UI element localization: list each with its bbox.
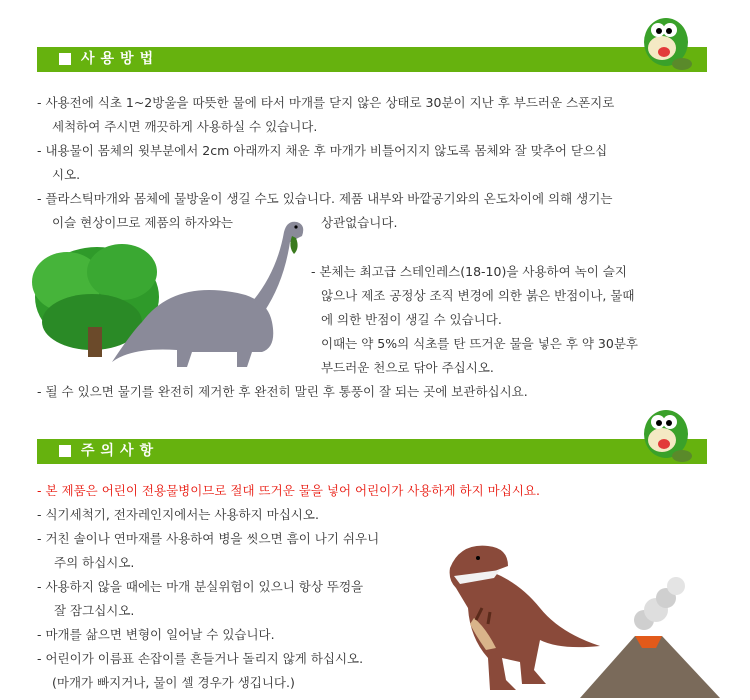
square-bullet-icon (59, 53, 71, 65)
caution-line-3: - 거친 솔이나 연마재를 사용하여 병을 씻으면 흠이 나기 쉬우니 (37, 531, 380, 546)
caution-line-9: (마개가 빠지거나, 물이 셀 경우가 생깁니다.) (52, 675, 295, 690)
green-dino-mascot-icon (632, 8, 696, 72)
usage-line-1: - 사용전에 식초 1~2방울을 따뜻한 물에 타서 마개를 닫지 않은 상태로 30분이 지난 후 부드러운 스폰지로 (37, 95, 615, 110)
trex-and-volcano-illustration (430, 528, 730, 698)
caution-line-7: - 마개를 삶으면 변형이 일어날 수 있습니다. (37, 627, 275, 642)
usage-line-9: 않으나 제조 공정상 조직 변경에 의한 붉은 반점이나, 물때 (321, 288, 635, 303)
usage-line-13: - 될 수 있으면 물기를 완전히 제거한 후 완전히 말린 후 통풍이 잘 되는 곳에 보관하십시요. (37, 384, 528, 399)
usage-section-title: 사용방법 (81, 51, 160, 67)
trex-icon (450, 546, 600, 690)
usage-line-2: 세척하여 주시면 깨끗하게 사용하실 수 있습니다. (52, 119, 318, 134)
caution-line-6: 잘 잠그십시오. (54, 603, 135, 618)
caution-line-1-warning: - 본 제품은 어린이 전용물병이므로 절대 뜨거운 물을 넣어 어린이가 사용하게 하지 마십시요. (37, 483, 540, 498)
tree-and-brontosaurus-illustration (22, 212, 322, 382)
usage-line-12: 부드러운 천으로 닦아 주십시오. (321, 360, 494, 375)
caution-line-8: - 어린이가 이름표 손잡이를 흔들거나 돌리지 않게 하십시오. (37, 651, 364, 666)
volcano-icon (580, 577, 720, 698)
usage-line-11: 이때는 약 5%의 식초를 탄 뜨거운 물을 넣은 후 약 30분후 (321, 336, 638, 351)
usage-line-5: - 플라스틱마개와 몸체에 물방울이 생길 수도 있습니다. 제품 내부와 바깥공기와의 온도차이에 의해 생기는 (37, 191, 613, 206)
usage-section-header (37, 47, 707, 72)
usage-line-10: 에 의한 반점이 생길 수 있습니다. (321, 312, 502, 327)
usage-line-8: - 본체는 최고급 스테인레스(18-10)을 사용하여 녹이 슬지 (311, 264, 627, 279)
caution-section-title: 주의사항 (81, 443, 160, 459)
caution-line-2: - 식기세척기, 전자레인지에서는 사용하지 마십시오. (37, 507, 319, 522)
usage-line-6: 이슬 현상이므로 제품의 하자와는 (52, 215, 233, 230)
caution-line-5: - 사용하지 않을 때에는 마개 분실위험이 있으니 항상 뚜껑을 (37, 579, 364, 594)
usage-line-3: - 내용물이 몸체의 윗부분에서 2cm 아래까지 채운 후 마개가 비틀어지지 않도록 몸체와 잘 맞추어 닫으십 (37, 143, 608, 158)
caution-section-header (37, 439, 707, 464)
usage-line-4: 시오. (52, 167, 81, 182)
caution-line-4: 주의 하십시오. (54, 555, 135, 570)
square-bullet-icon (59, 445, 71, 457)
green-dino-mascot-icon (632, 400, 696, 464)
usage-line-7: 상관없습니다. (321, 215, 398, 230)
